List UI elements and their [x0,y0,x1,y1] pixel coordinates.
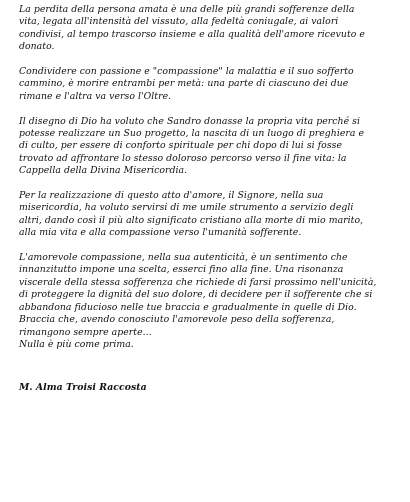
paragraph-4 [19,190,402,240]
text-line: condivisi, al tempo trascorso insieme e alla qualità dell'amore ricevuto e [19,28,365,40]
text-line: donato. [19,41,55,53]
text-line: rimangono sempre aperte... [19,326,152,338]
text-line: Cappella della Divina Misericordia. [19,165,188,177]
text-line: potesse realizzare un Suo progetto, la nascita di un luogo di preghiera e [19,128,365,140]
text-line: trovato ad affrontare lo stesso doloroso percorso verso il fine vita: la [19,152,347,164]
text-line: abbandona fiducioso nelle tue braccia e gradualmente in quelle di Dio. [19,301,357,313]
text-line: altri, dando così il più alto significato cristiano alla morte di mio marito, [19,214,364,226]
text-line: rimane e l'altra va verso l'Oltre. [19,90,172,102]
text-line: vita, legata all'intensità del vissuto, alla fedeltà coniugale, ai valori [19,16,339,28]
text-line: misericordia, ha voluto servirsi di me umile strumento a servizio degli [19,202,354,214]
text-line: Condividere con passione e "compassione" la malattia e il suo sofferto [19,66,354,78]
text-line: L'amorevole compassione, nella sua autenticità, è un sentimento che [19,252,348,264]
text-line: viscerale della stessa sofferenza che richiede di farsi prossimo nell'unicità, [19,276,377,288]
text-line: Braccia che, avendo conosciuto l'amorevole peso della sofferenza, [19,314,335,326]
paragraph-3 [19,116,402,178]
paragraph-5 [19,252,402,351]
signature: M. Alma Troisi Raccosta [19,382,147,394]
text-line: innanzitutto impone una scelta, esserci fino alla fine. Una risonanza [19,264,344,276]
text-line: alla mia vita e alla compassione verso l'umanità sofferente. [19,227,302,239]
text-line: Nulla è più come prima. [19,338,134,350]
text-line: Per la realizzazione di questo atto d'amore, il Signore, nella sua [19,190,324,202]
paragraph-2 [19,66,402,103]
paragraph-1 [19,4,402,54]
text-line: di culto, per essere di conforto spirituale per chi dopo di lui si fosse [19,140,343,152]
text-line: Il disegno di Dio ha voluto che Sandro donasse la propria vita perché si [19,115,360,127]
text-line: di proteggere la dignità del suo dolore, di decidere per il sofferente che si [19,289,373,301]
text-line: cammino, è morire entrambi per metà: una parte di ciascuno dei due [19,78,349,90]
text-line: La perdita della persona amata è una delle più grandi sofferenze della [19,4,355,15]
